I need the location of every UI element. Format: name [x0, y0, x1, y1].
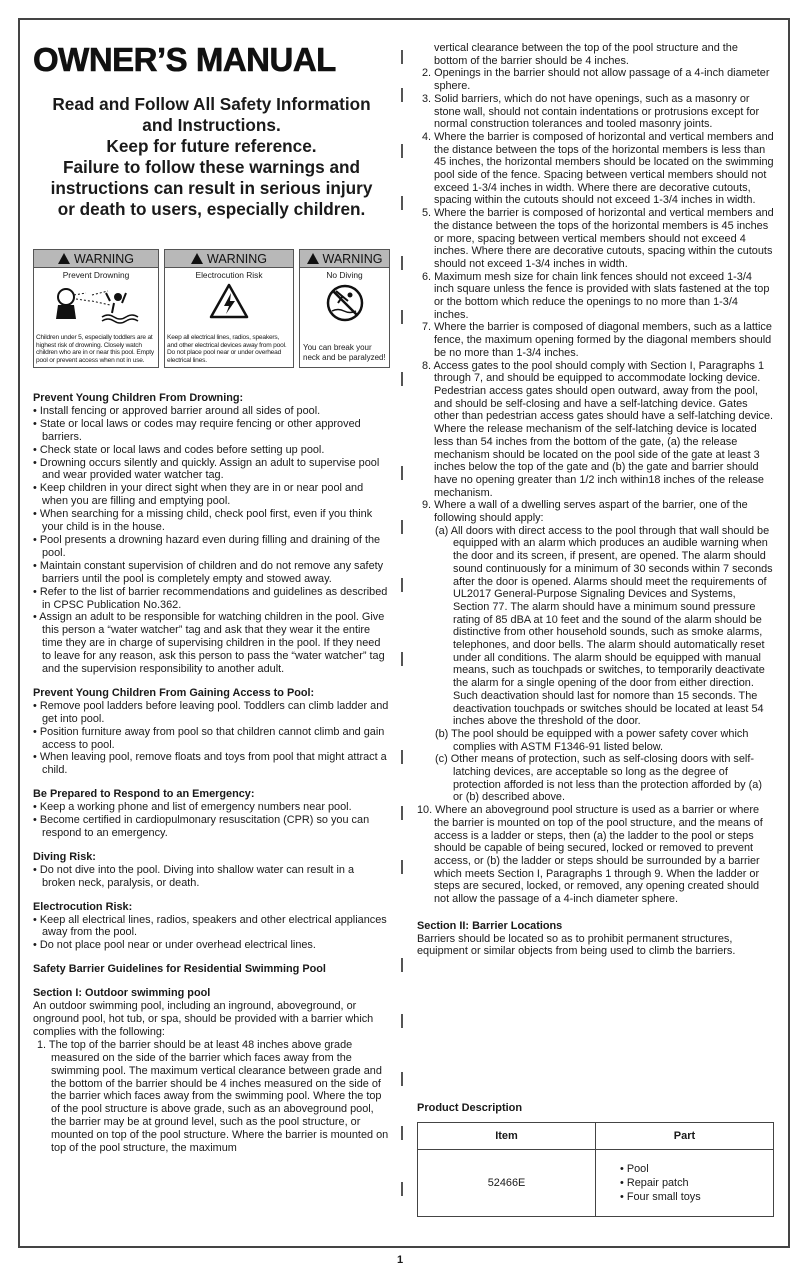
warning-subtitle: Prevent Drowning — [62, 270, 130, 280]
bullet-item: • Keep children in your direct sight when they are in or near pool and when you are filling and emptying pool. — [33, 482, 364, 508]
bullet-item: • Drowning occurs silently and quickly. Assign an adult to supervise pool and wear provided water watcher tag. — [33, 456, 380, 482]
warning-drowning — [33, 249, 159, 368]
column-header-item: Item — [418, 1123, 596, 1150]
intro-line: instructions can result in serious injury — [50, 178, 373, 198]
sub-item: (a) All doors with direct access to the pool through that wall should be equipped with an alarm which produces an audible warning when the door and its screen, if present, are opened. The alarm should sound continuously for a minimum of 30 seconds within 7 seconds after the door is opened. Alarms should meet the requirements of UL2017 General-Purpose Signaling Devices and Systems, Section 77. The alarm should have a minimum sound pressure rating of 85 dBA at 10 feet and the sound of the alarm should be distinctive from other household sounds, such as smoke alarms, telephones, and door bells. The alarm should automatically reset under all conditions. The alarm should be equipped with manual means, such as touchpads or switches, to temporarily deactivate the alarm for a single opening of the door from either direction. Such deactivation should last for nomore than 15 seconds. The deactivation touchpads or switches should be located at least 54 inches above the threshold of the door. — [435, 524, 773, 728]
margin-tick — [401, 806, 403, 820]
part-item: • Pool — [620, 1163, 649, 1175]
paragraph: An outdoor swimming pool, including an inground, aboveground, or onground pool, hot tub, or spa, should be provided with a barrier which complies with the following: — [33, 1000, 374, 1038]
margin-tick — [401, 578, 403, 592]
margin-tick — [401, 958, 403, 972]
bullet-item: • Keep all electrical lines, radios, speakers and other electrical appliances away from the pool. — [33, 913, 387, 939]
bullet-item: • When leaving pool, remove floats and toys from pool that might attract a child. — [33, 751, 387, 777]
section-heading: Prevent Young Children From Gaining Access to Pool: — [33, 686, 315, 699]
margin-tick — [401, 88, 403, 102]
warning-label: WARNING — [74, 252, 134, 266]
bullet-item: • Do not place pool near or under overhead electrical lines. — [33, 939, 316, 952]
margin-tick — [401, 372, 403, 386]
bullet-item: • Position furniture away from pool so that children cannot climb and gain access to pool. — [33, 725, 385, 751]
section-heading: Diving Risk: — [33, 850, 96, 863]
sub-item: (c) Other means of protection, such as self-closing doors with self-latching devices, are acceptable so long as the degree of protection afforded is not less than the protection afforded by (a) or (b) described above. — [435, 753, 762, 804]
sub-item: (b) The pool should be equipped with a power safety cover which complies with ASTM F1346-91 listed below. — [435, 727, 749, 753]
part-item: • Repair patch — [620, 1177, 689, 1189]
section-heading: Be Prepared to Respond to an Emergency: — [33, 788, 255, 801]
numbered-item: 2. Openings in the barrier should not allow passage of a 4-inch diameter sphere. — [422, 67, 770, 93]
numbered-item: 10. Where an aboveground pool structure is used as a barrier or where the barrier is mounted on top of the pool structure, and the means of access is a ladder or steps, then (a) the ladder to the pool or steps should be capable of being secured, locked or removed to prevent access, or (b) the ladder or steps should be surrounded by a barrier which meets Section I, Paragraphs 1 through 9. When the ladder or steps are secured, locked, or removed, any opening created should not allow the passage of a 4-inch diameter sphere. — [417, 804, 763, 906]
margin-tick — [401, 520, 403, 534]
bullet-item: • Pool presents a drowning hazard even during filling and draining of the pool. — [33, 533, 381, 559]
bullet-item: • When searching for a missing child, check pool first, even if you think your child is in the house. — [33, 508, 373, 534]
warning-label: WARNING — [322, 252, 383, 266]
margin-tick — [401, 144, 403, 158]
section-heading: Prevent Young Children From Drowning: — [33, 392, 244, 404]
warning-text: Keep all electrical lines, radios, speakers, and other electrical devices away from pool. Do not place pool near or under overhead electrical lines. — [167, 333, 287, 365]
section-heading: Safety Barrier Guidelines for Residential Swimming Pool — [33, 963, 326, 976]
intro-line: Read and Follow All Safety Information — [52, 94, 371, 114]
margin-tick — [401, 50, 403, 64]
numbered-item: 3. Solid barriers, which do not have openings, such as a masonry or stone wall, should not contain indentations or protrusions except for normal construction tolerances and tooled masonry joints. — [422, 92, 760, 131]
numbered-item: 5. Where the barrier is composed of horizontal and vertical members and the distance between the tops of the horizontal members is 45 inches or more, spacing between vertical members should not exceed 4 inches. Where there are decorative cutouts, spacing within the cutouts should not exceed 1-3/4 inches in width. — [422, 207, 774, 270]
warning-subtitle: Electrocution Risk — [195, 270, 263, 280]
margin-tick — [401, 310, 403, 324]
intro-line: Keep for future reference. — [106, 136, 317, 156]
table-row — [418, 1150, 774, 1217]
header-block — [33, 40, 390, 220]
margin-tick — [401, 860, 403, 874]
product-table — [417, 1122, 774, 1217]
left-column-text — [33, 392, 390, 1155]
warning-text: You can break your neck and be paralyzed! — [303, 343, 386, 362]
drowning-child-icon — [46, 283, 146, 325]
warning-subtitle: No Diving — [326, 270, 363, 280]
bullet-item: • Do not dive into the pool. Diving into shallow water can result in a broken neck, paralysis, or death. — [33, 863, 355, 889]
numbered-item: 6. Maximum mesh size for chain link fences should not exceed 1-3/4 inch square unless the fence is provided with slats fastened at the top or the bottom which reduce the openings to no more than 1-3/4 inches. — [422, 270, 770, 321]
table-header-row — [418, 1123, 774, 1150]
paragraph: Barriers should be located so as to prohibit permanent structures, equipment or similar objects from being used to climb the barriers. — [417, 932, 736, 958]
bullet-item: • Remove pool ladders before leaving pool. Toddlers can climb ladder and get into pool. — [33, 699, 389, 725]
item-cell: 52466E — [418, 1150, 596, 1217]
margin-tick — [401, 196, 403, 210]
numbered-item: 1. The top of the barrier should be at least 48 inches above grade measured on the side of the barrier which faces away from the swimming pool. The maximum vertical clearance between grade and the bottom of the barrier should be 4 inches measured on the side of the barrier which faces away from the swimming pool. Where the top of the pool structure is above grade, such as an aboveground pool, the barrier may be at ground level, such as the pool structure, or mounted on top of the pool structure. Where the barrier is mounted on top of the pool structure, the maximum — [37, 1038, 389, 1155]
section-heading: Section II: Barrier Locations — [417, 919, 563, 932]
intro-line: Failure to follow these warnings and — [63, 157, 360, 177]
bullet-item: • Become certified in cardiopulmonary resuscitation (CPR) so you can respond to an emergency. — [33, 814, 370, 839]
warning-electrocution — [164, 249, 294, 368]
warning-triangle-icon — [191, 253, 203, 264]
numbered-item: 9. Where a wall of a dwelling serves aspart of the barrier, one of the following should apply: — [422, 499, 748, 525]
warning-text: Children under 5, especially toddlers are at highest risk of drowning. Closely watch children who are in or near this pool. Empty pool or prevent access when not in use. — [36, 333, 155, 365]
no-diving-icon — [322, 283, 368, 323]
margin-tick — [401, 1072, 403, 1086]
numbered-item: 7. Where the barrier is composed of diagonal members, such as a lattice fence, the maximum opening formed by the diagonal members should be no more than 1-3/4 inches. — [422, 321, 772, 359]
warning-triangle-icon — [58, 253, 70, 264]
product-description-title: Product Description — [417, 1102, 523, 1114]
bullet-item: • Keep a working phone and list of emergency numbers near pool. — [33, 801, 352, 814]
margin-tick — [401, 652, 403, 666]
margin-tick — [401, 1126, 403, 1140]
intro-line: and Instructions. — [142, 115, 281, 135]
margin-tick — [401, 1182, 403, 1196]
right-column-text — [417, 42, 774, 958]
warning-label: WARNING — [207, 252, 267, 266]
part-item: • Four small toys — [620, 1191, 701, 1203]
margin-tick — [401, 1014, 403, 1028]
page-title: OWNER’S MANUAL — [33, 41, 336, 78]
bullet-item: • State or local laws or codes may require fencing or other approved barriers. — [33, 417, 361, 443]
margin-tick — [401, 256, 403, 270]
bullet-item: • Install fencing or approved barrier around all sides of pool. — [33, 404, 321, 417]
numbered-item-continued: vertical clearance between the top of the pool structure and the bottom of the barrier should be 4 inches. — [434, 42, 738, 67]
bullet-item: • Check state or local laws and codes before setting up pool. — [33, 443, 325, 456]
bullet-item: • Maintain constant supervision of children and do not remove any safety barriers until the pool is completely empty and stowed away. — [33, 559, 384, 585]
part-cell — [596, 1150, 774, 1217]
page-number: 1 — [397, 1254, 404, 1266]
numbered-item: 4. Where the barrier is composed of horizontal and vertical members and the distance between the tops of the horizontal members is less than 45 inches, the horizontal members should be located on the swimming pool side of the fence. Spacing between vertical members should not exceed 1-3/4 inches in width. Where there are decorative cutouts, spacing within the cutouts should not exceed 1-3/4 inches in width. — [422, 130, 774, 207]
section-heading: Section I: Outdoor swimming pool — [33, 987, 211, 1000]
safety-intro — [33, 94, 390, 220]
warning-no-diving — [299, 249, 390, 368]
numbered-item: 8. Access gates to the pool should comply with Section I, Paragraphs 1 through 7, and should be equipped to accommodate locking device. Pedestrian access gates should open outward, away from the pool, and should be self-closing and have a self-latching device. Gates other than pedestrian access gates should have a self-latching device. Where the release mechanism of the self-latching device is located less than 54 inches from the bottom of the gate, (a) the release mechanism should be located on the pool side of the gate at least 3 inches below the top of the gate and (b) the gate and barrier should have no opening greater than 1/2 inch within18 inches of the release mechanism. — [422, 359, 774, 499]
intro-line: or death to users, especially children. — [57, 199, 366, 219]
margin-tick — [401, 750, 403, 764]
margin-tick — [401, 466, 403, 480]
electrical-hazard-icon — [209, 283, 249, 319]
column-header-part: Part — [596, 1123, 774, 1150]
bullet-item: • Assign an adult to be responsible for watching children in the pool. Give this person a “water watcher” tag and ask that they wear it the entire time they are in charge of supervising children in the pool. If they need to leave for any reason, ask this person to pass the “water watcher” tag and the supervision responsibility to another adult. — [33, 611, 385, 676]
warning-triangle-icon — [307, 253, 319, 264]
bullet-item: • Refer to the list of barrier recommendations and guidelines as described in CPSC Publication No.362. — [33, 585, 388, 611]
section-heading: Electrocution Risk: — [33, 900, 133, 913]
